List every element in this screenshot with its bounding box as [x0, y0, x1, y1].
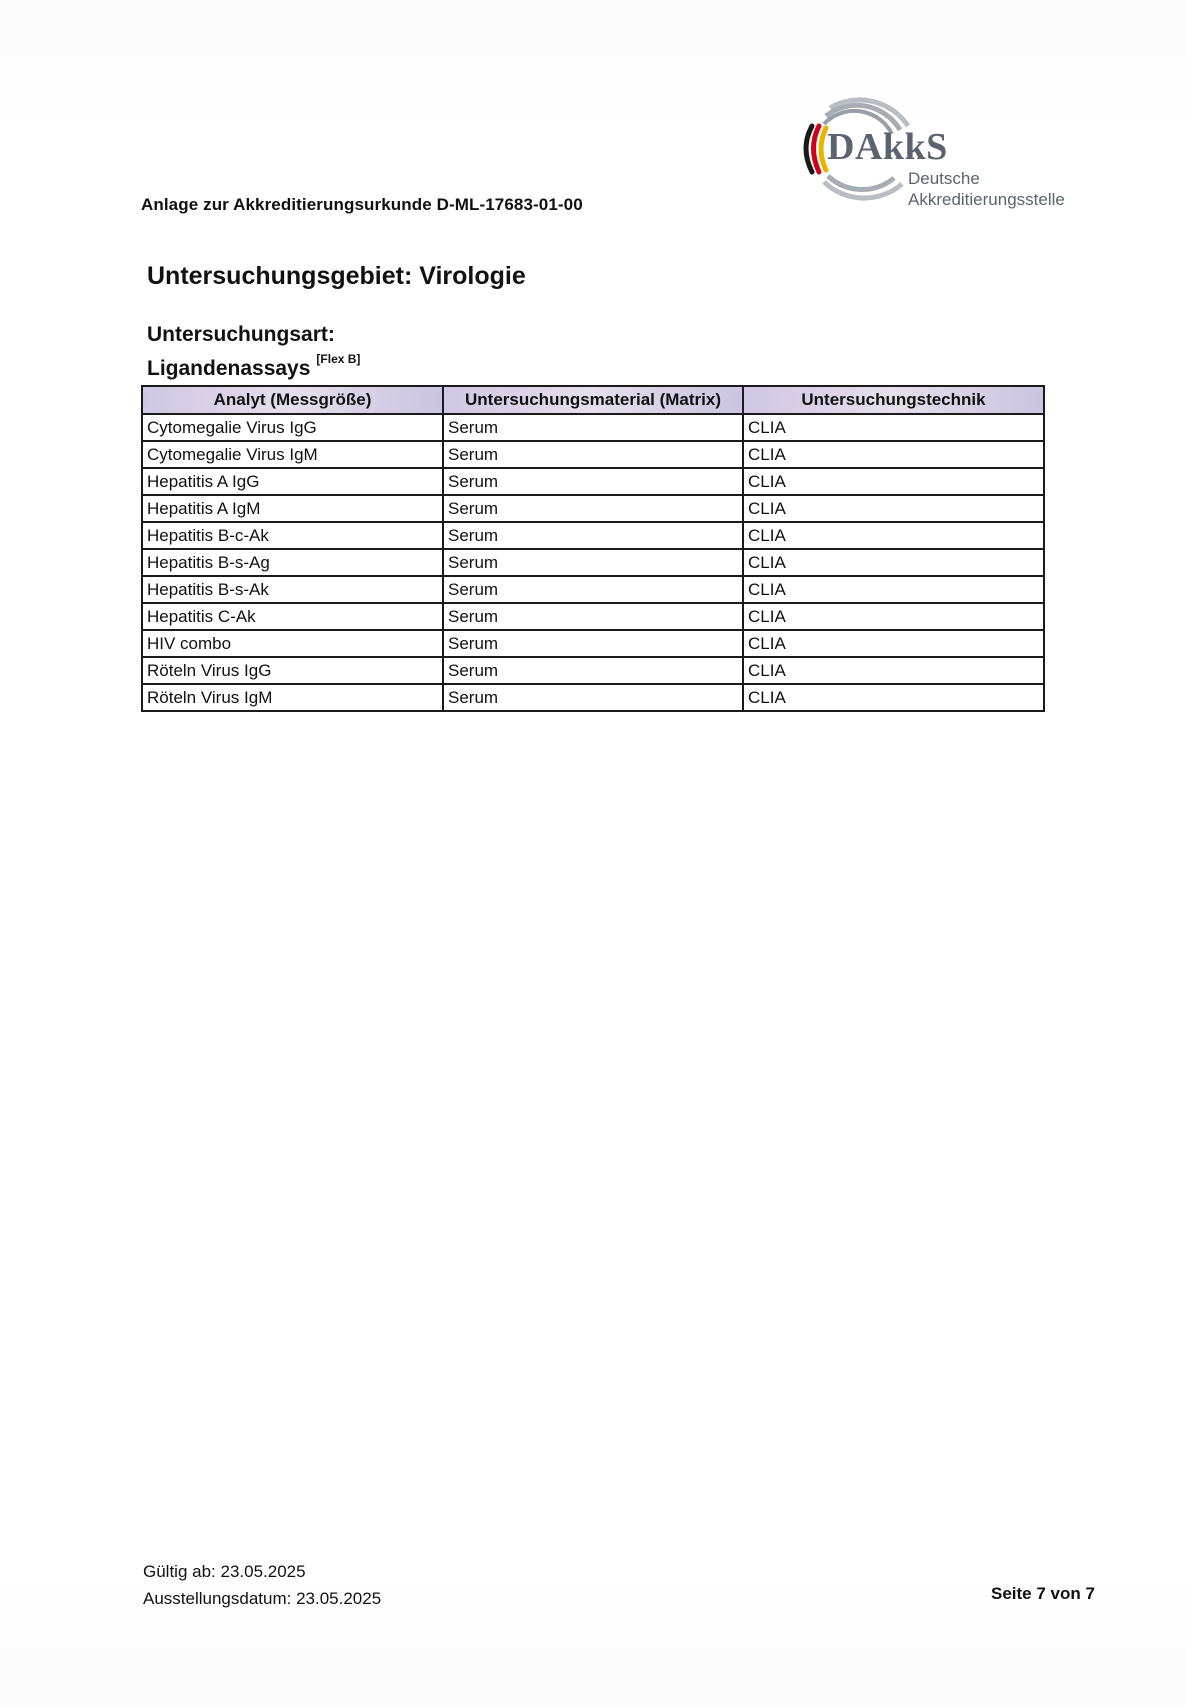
cell-analyte: Hepatitis B-c-Ak	[142, 522, 443, 549]
logo-line-2: Akkreditierungsstelle	[908, 190, 1065, 209]
table-row	[142, 684, 1044, 711]
table-row	[142, 630, 1044, 657]
table-row	[142, 576, 1044, 603]
header-matrix-label: Untersuchungsmaterial (Matrix)	[465, 390, 721, 409]
cell-technique: CLIA	[743, 603, 1044, 630]
exam-type-label: Untersuchungsart:	[147, 323, 335, 346]
exam-type-value	[147, 352, 361, 381]
section-title: Untersuchungsgebiet: Virologie	[147, 262, 526, 290]
cell-analyte: Hepatitis A IgG	[142, 468, 443, 495]
table-row	[142, 441, 1044, 468]
cell-matrix: Serum	[443, 441, 743, 468]
header-technique	[743, 386, 1044, 414]
header-analyte	[142, 386, 443, 414]
cell-matrix: Serum	[443, 603, 743, 630]
cell-matrix: Serum	[443, 576, 743, 603]
cell-matrix: Serum	[443, 684, 743, 711]
cell-matrix: Serum	[443, 468, 743, 495]
flex-marker: [Flex B]	[316, 352, 361, 366]
cell-matrix: Serum	[443, 522, 743, 549]
cell-technique: CLIA	[743, 684, 1044, 711]
table-row	[142, 495, 1044, 522]
cell-matrix: Serum	[443, 657, 743, 684]
cell-technique: CLIA	[743, 657, 1044, 684]
logo-wordmark: DAkkS	[827, 126, 948, 168]
table-row	[142, 549, 1044, 576]
cell-technique: CLIA	[743, 522, 1044, 549]
cell-technique: CLIA	[743, 630, 1044, 657]
table-row	[142, 603, 1044, 630]
table-row	[142, 522, 1044, 549]
cell-matrix: Serum	[443, 495, 743, 522]
cell-analyte: Cytomegalie Virus IgG	[142, 414, 443, 441]
issue-date: Ausstellungsdatum: 23.05.2025	[143, 1589, 382, 1608]
table-row	[142, 657, 1044, 684]
header-matrix	[443, 386, 743, 414]
page-number: Seite 7 von 7	[991, 1584, 1095, 1603]
valid-from-date: Gültig ab: 23.05.2025	[143, 1562, 306, 1581]
cell-technique: CLIA	[743, 468, 1044, 495]
table-header-row	[142, 386, 1044, 414]
cell-technique: CLIA	[743, 549, 1044, 576]
table-row	[142, 468, 1044, 495]
cell-analyte: HIV combo	[142, 630, 443, 657]
cell-analyte: Hepatitis B-s-Ag	[142, 549, 443, 576]
cell-technique: CLIA	[743, 495, 1044, 522]
cell-matrix: Serum	[443, 549, 743, 576]
cell-matrix: Serum	[443, 414, 743, 441]
header-analyte-label: Analyt (Messgröße)	[213, 390, 372, 409]
table-row	[142, 414, 1044, 441]
cell-technique: CLIA	[743, 414, 1044, 441]
cell-technique: CLIA	[743, 576, 1044, 603]
cell-analyte: Cytomegalie Virus IgM	[142, 441, 443, 468]
annex-title: Anlage zur Akkreditierungsurkunde D-ML-17683-01-00	[141, 195, 583, 214]
header-technique-label: Untersuchungstechnik	[801, 390, 986, 409]
cell-analyte: Röteln Virus IgM	[142, 684, 443, 711]
cell-matrix: Serum	[443, 630, 743, 657]
cell-analyte: Hepatitis C-Ak	[142, 603, 443, 630]
cell-analyte: Röteln Virus IgG	[142, 657, 443, 684]
accreditation-table	[141, 385, 1045, 712]
logo-line-1: Deutsche	[908, 169, 980, 188]
cell-analyte: Hepatitis A IgM	[142, 495, 443, 522]
cell-analyte: Hepatitis B-s-Ak	[142, 576, 443, 603]
exam-type-name: Ligandenassays	[147, 357, 311, 380]
dakks-logo	[790, 86, 1090, 216]
cell-technique: CLIA	[743, 441, 1044, 468]
